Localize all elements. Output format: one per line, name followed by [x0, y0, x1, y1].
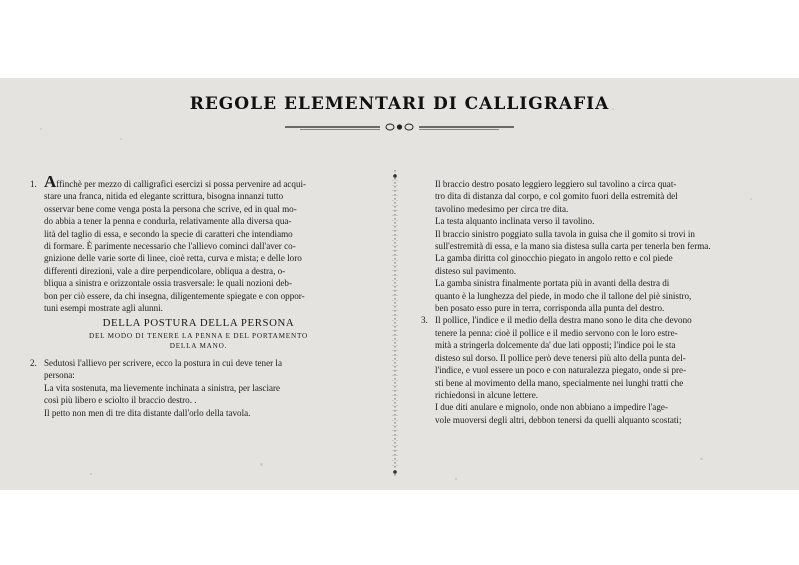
text-line: bon per ciò essere, da chi insegna, diligentemente spiegate e con oppor-: [44, 290, 305, 301]
paragraph-number: 2.: [30, 357, 37, 368]
text-line: di formare. È parimente necessario che l'allievo cominci dall'aver co-: [44, 241, 296, 252]
text-line: Il braccio sinistro poggiato sulla tavola in guisa che il gomito si trovi in: [435, 228, 695, 239]
paper-speck: [120, 138, 122, 140]
text-line: quanto è la lunghezza del piede, in modo che il tallone del piè sinistro,: [435, 290, 692, 301]
text-line: persona:: [44, 370, 75, 381]
text-line: disteso sul pavimento.: [435, 265, 517, 276]
text-line: lità del taglio di essa, e secondo la specie di caratteri che intendiamo: [44, 228, 293, 239]
text-line: vole muoversi degli altri, debbon tenersi da quelli alquanto scostati;: [435, 414, 682, 425]
text-line: osservar bene come venga posta la persona che scrive, ed in qual mo-: [44, 203, 297, 214]
paragraph-1: [30, 172, 367, 314]
text-line: Sedutosi l'allievo per scrivere, ecco la postura in cui deve tener la: [44, 357, 282, 368]
text-line: bliqua a sinistra e orizzontale ossia trasversale: le quali nozioni deb-: [44, 278, 292, 289]
paper-speck: [700, 458, 703, 460]
text-line: Il pollice, l'indice e il medio della destra mano sono le dita che devono: [435, 315, 692, 326]
section-subheading: DEL MODO DI TENERE LA PENNA E DEL PORTAMENTO: [88, 331, 309, 340]
text-line: La gamba sinistra finalmente portata più in avanti della destra di: [435, 278, 670, 289]
paragraph-8: [421, 252, 773, 277]
paragraph-3: [30, 382, 367, 407]
document-page: [0, 78, 799, 490]
paper-speck: [90, 473, 92, 475]
text-line: così più libero e sciolto il braccio destro. .: [44, 395, 197, 406]
text-line: mità a stringerla dolcemente da' due lati opposti; l'indice poi le sta: [435, 340, 676, 351]
text-line: tuni esempi mostrate agli alunni.: [44, 303, 163, 314]
text-line: do abbia a tener la penna e condurla, relativamente alla diversa qua-: [44, 216, 292, 227]
paragraph-4: [30, 407, 367, 419]
text-line: Il petto non men di tre dita distante dall'orlo della tavola.: [44, 407, 251, 418]
text-line: La vita sostenuta, ma lievemente inchinata a sinistra, per lasciare: [44, 382, 281, 393]
text-line: disteso sul dorso. Il pollice però deve tenersi più alto della punta del-: [435, 352, 686, 363]
paragraph-9: [421, 277, 773, 314]
text-line: sull'estremità di essa, e la mano sia distesa sulla carta per tenerla ben ferma.: [435, 241, 711, 252]
paragraph-2: [30, 357, 367, 382]
text-line: ben posato esso pure in terra, corrisponda alla punta del destro.: [435, 303, 665, 314]
drop-cap: A: [44, 172, 57, 191]
text-line: differenti direzioni, vale a dire perpendicolare, obliqua a destra, o-: [44, 265, 286, 276]
text-line: tenere la penna: cioè il pollice e il medio servono con le loro estre-: [435, 327, 678, 338]
text-line: La testa alquanto inclinata verso il tavolino.: [435, 216, 595, 227]
right-column: [421, 178, 773, 426]
paragraph-7: [421, 228, 773, 253]
section-subheading-2: DELLA MANO.: [169, 341, 228, 350]
text-line: ffinchè per mezzo di calligrafici esercizi si possa pervenire ad acqui-: [56, 179, 307, 189]
column-divider-ornament: [381, 170, 409, 478]
paragraph-10: [421, 314, 773, 401]
left-column: [30, 172, 367, 419]
text-line: tavolino medesimo per circa tre dita.: [435, 203, 569, 214]
paragraph-number: 3.: [421, 315, 428, 326]
paragraph-number: 1.: [30, 179, 37, 189]
text-line: richiedonsi in alcune lettere.: [435, 389, 539, 400]
section-heading: DELLA POSTURA DELLA PERSONA: [102, 317, 295, 330]
paragraph-6: [421, 215, 773, 227]
title-flourish: [0, 120, 799, 134]
text-line: tro dita di distanza dal corpo, e col gomito fuori della estremità del: [435, 191, 678, 202]
paper-speck: [260, 463, 263, 466]
paragraph-5: [421, 178, 773, 215]
page-title: REGOLE ELEMENTARI DI CALLIGRAFIA: [189, 94, 610, 114]
text-line: La gamba diritta col ginocchio piegato in angolo retto e col piede: [435, 253, 673, 264]
text-line: sti bene al movimento della mano, specialmente nei lunghi tratti che: [435, 377, 684, 388]
paragraph-11: [421, 401, 773, 426]
text-line: I due diti anulare e mignolo, onde non abbiano a impedire l'age-: [435, 402, 668, 413]
paper-speck: [455, 478, 457, 480]
text-line: gnizione delle varie sorte di linee, cioè retta, curva e mista; e delle loro: [44, 253, 302, 264]
text-line: Il braccio destro posato leggiero leggiero sul tavolino a circa quat-: [435, 179, 677, 189]
text-line: stare una franca, nitida ed elegante scrittura, bisogna innanzi tutto: [44, 191, 284, 202]
text-line: l'indice, e vuol essere un poco e con naturalezza piegato, onde si pre-: [435, 365, 687, 376]
